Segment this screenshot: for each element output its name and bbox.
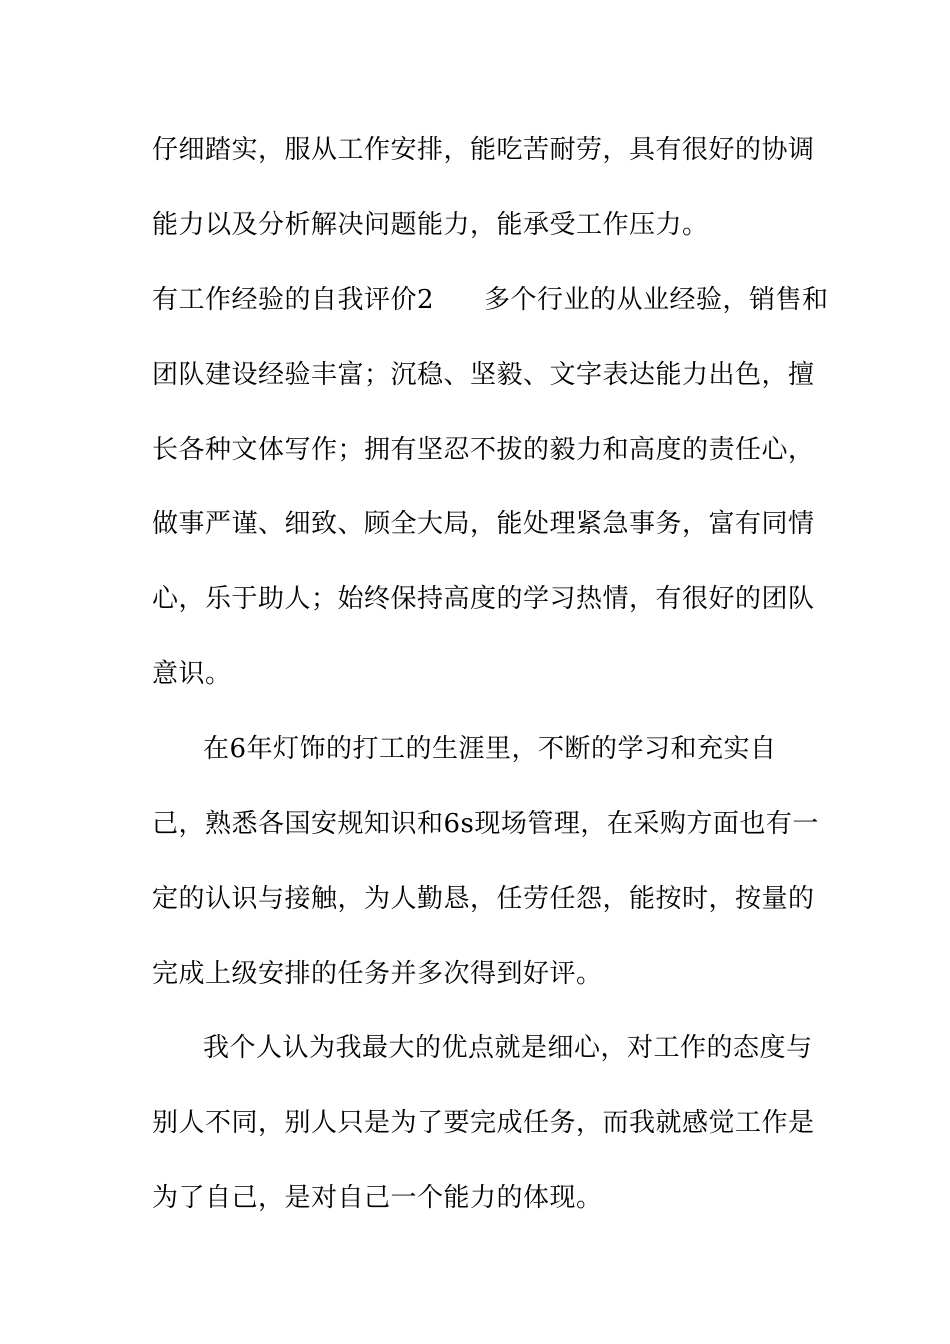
text-line: 己，熟悉各国安规知识和6s现场管理，在采购方面也有一 — [152, 809, 819, 839]
text-line: 别人不同，别人只是为了要完成任务，而我就感觉工作是 — [152, 1108, 815, 1138]
text-line: 长各种文体写作；拥有坚忍不拔的毅力和高度的责任心， — [152, 435, 815, 465]
text-segment: 多个行业的从业经验，销售和 — [484, 285, 829, 315]
text-line: 我个人认为我最大的优点就是细心，对工作的态度与 — [203, 1033, 813, 1063]
text-line: 能力以及分析解决问题能力，能承受工作压力。 — [152, 210, 709, 240]
text-line: 心，乐于助人；始终保持高度的学习热情，有很好的团队 — [152, 584, 815, 614]
text-line: 在6年灯饰的打工的生涯里，不断的学习和充实自 — [203, 734, 777, 764]
text-line: 意识。 — [152, 659, 232, 689]
text-line: 团队建设经验丰富；沉稳、坚毅、文字表达能力出色，擅 — [152, 360, 815, 390]
text-line: 定的认识与接触，为人勤恳，任劳任怨，能按时，按量的 — [152, 884, 815, 914]
text-line-with-heading — [152, 284, 829, 316]
text-line: 完成上级安排的任务并多次得到好评。 — [152, 959, 603, 989]
section-heading: 有工作经验的自我评价2 — [152, 285, 435, 315]
text-line: 做事严谨、细致、顾全大局，能处理紧急事务，富有同情 — [152, 509, 815, 539]
text-line: 为了自己，是对自己一个能力的体现。 — [152, 1183, 603, 1213]
text-line: 仔细踏实，服从工作安排，能吃苦耐劳，具有很好的协调 — [152, 135, 815, 165]
